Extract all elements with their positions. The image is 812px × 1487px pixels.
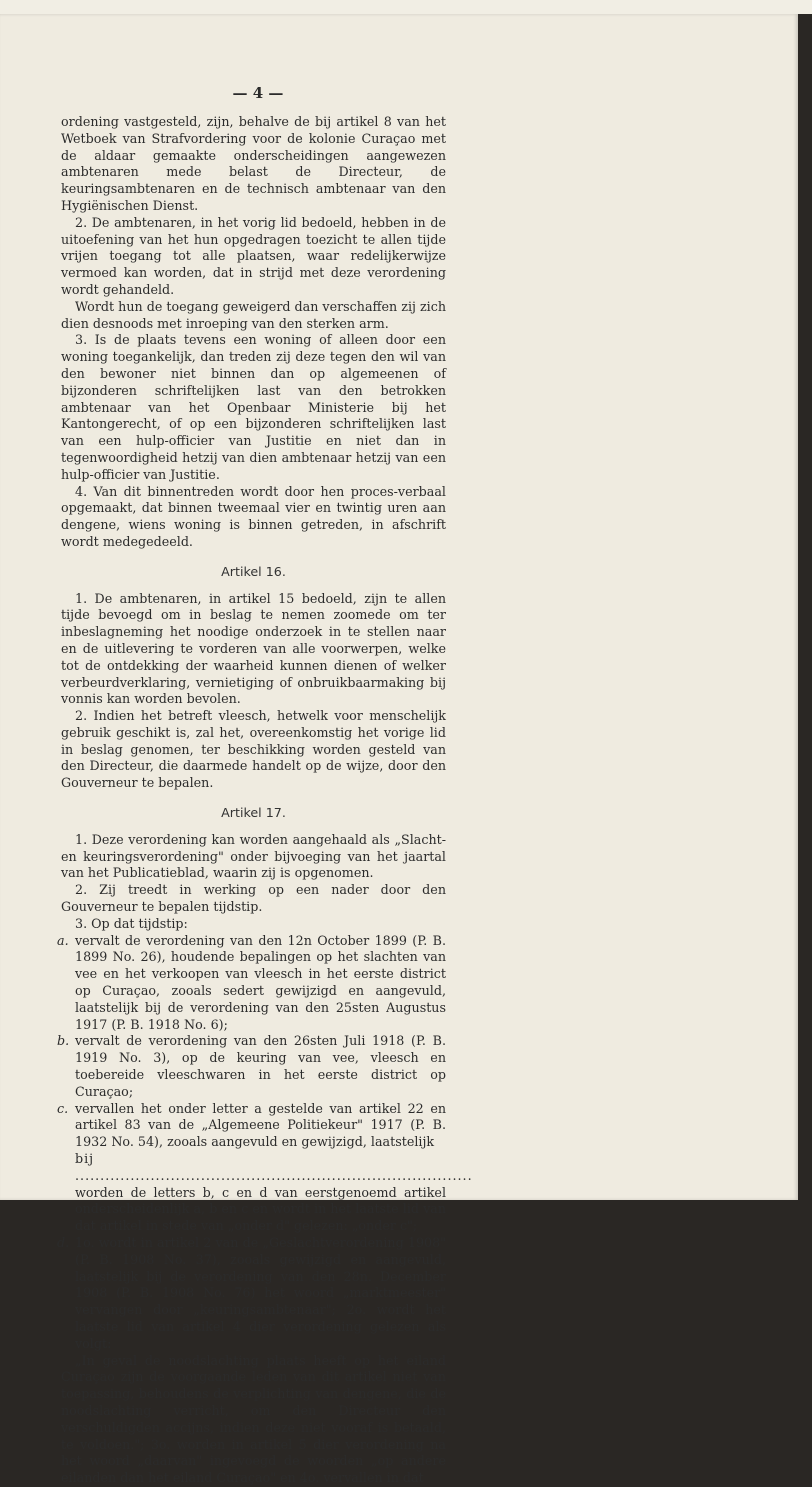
paragraph: 1. De ambtenaren, in artikel 15 bedoeld, zijn te allen tijde bevoegd om in beslag te nemen zoomede om ter inbeslagneming het noodige onderzoek in te stellen naar en de uitlevering te vorderen van alle voorwerpen, welke tot de ontdekking der waarheid kunnen dienen of welker verbeurdverklaring, vernietiging of onbruikbaarmaking bij vonnis kan worden bevolen.: [61, 590, 446, 707]
list-text: vervalt de verordening van den 26sten Juli 1918 (P. B. 1919 No. 3), op de keuring van vee, vleesch en toebereide vleeschwaren in het eerste district op Curaçao;: [75, 1033, 446, 1099]
paragraph: 2. Zij treedt in werking op een nader door den Gouverneur te bepalen tijdstip.: [61, 882, 446, 915]
list-item-d: [57, 1235, 446, 1353]
list-item-c-continued: [61, 1185, 446, 1235]
list-label: a.: [57, 932, 69, 948]
paragraph: 2. Indien het betreft vleesch, hetwelk voor menschelijk gebruik geschikt is, zal het, overeenkomstig het vorige lid in beslag genomen, ter beschikking worden gesteld van den Directeur, die daarmede handelt op de wijze, door den Gouverneur te bepalen.: [61, 708, 446, 791]
paragraph: Wordt hun de toegang geweigerd dan verschaffen zij zich dien desnoods met inroeping van den sterken arm.: [61, 298, 446, 331]
list-label: b.: [57, 1033, 70, 1049]
list-item-c: [57, 1100, 446, 1151]
paragraph: 1. Deze verordening kan worden aangehaald als „Slacht- en keuringsverordening" onder bijvoeging van het jaartal van het Publicatieblad, waarin zij is opgenomen.: [61, 831, 446, 881]
list-label: c.: [57, 1100, 69, 1116]
list-text: 1o. wordt in artikel 2 van de „Geslachtverordening 1908" (P. B. 1908 No. 37), zooals gewijzigd en aangevuld, laatstelijk bij de verordening van den 28n. December 1908 (P. B. 1908 No. 76) het woord „marktmeester" vervangen door „keuringsambtenaar"; 2o. wordt het laatste lid van artikel 4 dier verordening gelezen als volgt:: [75, 1235, 446, 1351]
list-label: d.: [57, 1235, 70, 1250]
dotted-line: [61, 1151, 473, 1185]
paragraph: 2. De ambtenaren, in het vorig lid bedoeld, hebben in de uitoefening van het hun opgedragen toezicht te allen tijde vrijen toegang tot alle plaatsen, waar redelijkerwijze vermoed kan worden, dat in strijd met deze verordening wordt gehandeld.: [61, 214, 446, 297]
list-text: worden de letters b, c en d van eerstgenoemd artikel onderscheidenlijk a, b en c en wordt in het laatste lid van dat artikel in stede van „onder d" gelezen: „onder c";: [75, 1184, 446, 1234]
paragraph: ordening vastgesteld, zijn, behalve de bij artikel 8 van het Wetboek van Strafvordering voor de kolonie Curaçao met de aldaar gemaakte onderscheidingen aangewezen ambtenaren mede belast de Directeur, de keuringsambtenaren en de technisch ambtenaar van den Hygiënischen Dienst.: [61, 114, 446, 213]
paragraph: 3. Is de plaats tevens een woning of alleen door een woning toegankelijk, dan treden zij deze tegen den wil van den bewoner niet binnen dan op algemeenen of bijzonderen schriftelijken last van den betrokken ambtenaar van het Openbaar Ministerie bij het Kantongerecht, of op een bijzonderen schriftelijken last van een hulp-officier van Justitie en niet dan in tegenwoordigheid hetzij van dien ambtenaar hetzij van een hulp-officier van Justitie.: [61, 332, 446, 482]
paragraph: 4. Van dit binnentreden wordt door hen proces-verbaal opgemaakt, dat binnen tweemaal vier en twintig uren aan dengene, wiens woning is binnen getreden, in afschrift wordt medegedeeld.: [61, 483, 446, 549]
list-text: vervallen het onder letter a gestelde van artikel 22 en artikel 83 van de „Algemeene Politiekeur" 1917 (P. B. 1932 No. 54), zooals aangevuld en gewijzigd, laatstelijk: [75, 1100, 446, 1150]
article-16-heading: Artikel 16.: [221, 563, 286, 579]
document-body: [57, 114, 473, 1487]
document-page: [0, 14, 798, 1486]
dotted-text: bij ...............................................................................: [75, 1151, 473, 1183]
quoted-paragraph: „In geval de noodslachting plaats heeft op het eiland Curaçao zijn de voorgaande leden van dit artikel niet van toepassing, behoudens de verplichting van dengene, die de noodslachting verricht, om den Directeur den verschuldigden accijns, indien deze niet vooraf is betaald, te voldoen."; 3o. worden in artikel 5 dier verordening na het woord „daarvan" ingevoegd de woorden „op andere eilanden dan het eiland Curaçao" en 4o. vervallen in dat: [61, 1352, 446, 1486]
list-item-b: [57, 1033, 446, 1100]
article-17-heading: Artikel 17.: [221, 805, 286, 821]
paragraph: 3. Op dat tijdstip:: [75, 915, 188, 931]
list-text: vervalt de verordening van den 12n October 1899 (P. B. 1899 No. 26), houdende bepalingen op het slachten van vee en het verkoopen van vleesch in het eerste district op Curaçao, zooals sedert gewijzigd en aangevuld, laatstelijk bij de verordening van den 25sten Augustus 1917 (P. B. 1918 No. 6);: [75, 932, 446, 1032]
page-number: — 4 —: [232, 84, 284, 102]
scan-top-edge: [0, 0, 812, 14]
list-item-a: [57, 932, 446, 1034]
